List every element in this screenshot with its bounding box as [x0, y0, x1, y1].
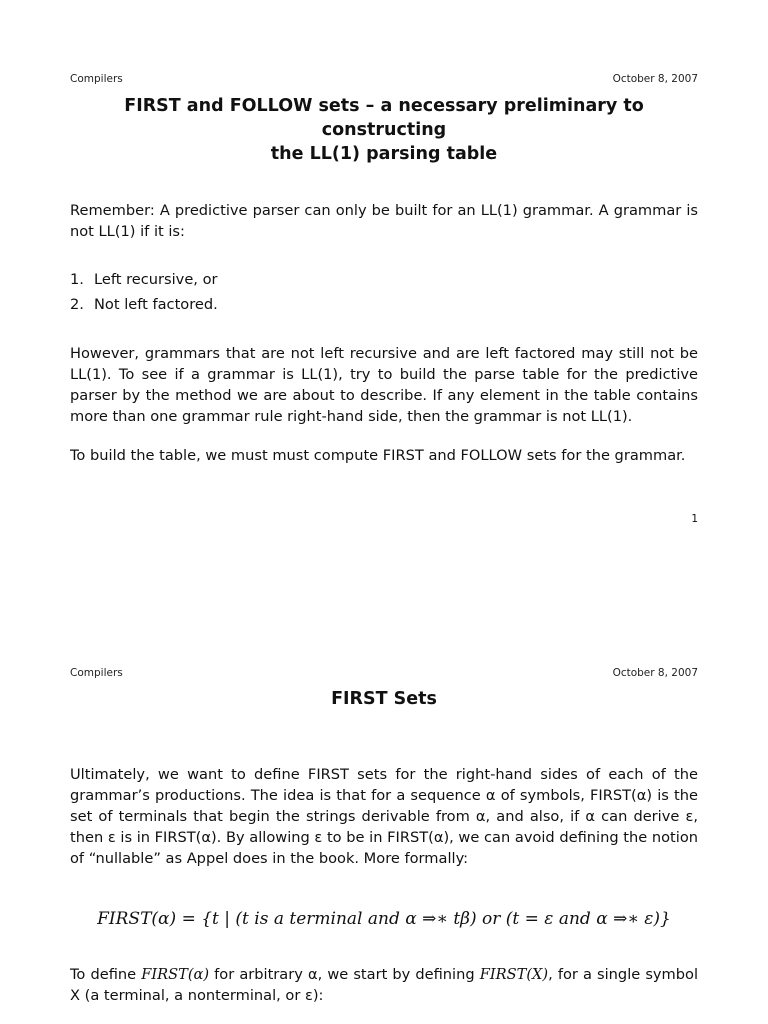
define-text-a: To define [70, 966, 137, 983]
first-x-math: FIRST(X) [479, 966, 549, 983]
slide2-running-header [70, 667, 698, 679]
list-text: Not left factored. [94, 296, 218, 313]
list-text: Left recursive, or [94, 271, 218, 288]
list-item [70, 294, 218, 315]
title-line-2: the LL(1) parsing table [270, 144, 498, 164]
header-date: October 8, 2007 [612, 667, 698, 679]
slide2-title: FIRST Sets [331, 689, 437, 709]
first-sets-paragraph: Ultimately, we want to define FIRST sets for the right-hand sides of each of the grammar’s productions. The idea is that for a sequence α of symbols, FIRST(α) is the set of terminals that begin the strings derivable from α, and also, if α can derive ε, then ε is in FIRST(α). By allowing ε to be in FIRST(α), we can avoid defining the notion of “nullable” as Appel does in the book. More formally: [70, 766, 698, 867]
first-alpha-math: FIRST(α) [141, 966, 210, 983]
intro-paragraph: Remember: A predictive parser can only be built for an LL(1) grammar. A grammar is not LL(1) if it is: [70, 202, 698, 240]
slide1-title [70, 94, 698, 166]
build-paragraph: To build the table, we must must compute FIRST and FOLLOW sets for the grammar. [70, 447, 686, 464]
header-date: October 8, 2007 [612, 73, 698, 85]
course-name: Compilers [70, 73, 123, 85]
however-paragraph: However, grammars that are not left recursive and are left factored may still not be LL(1). To see if a grammar is LL(1), try to build the parse table for the predictive parser by the method we are about to describe. If any element in the table contains more than one grammar rule right-hand side, then the grammar is not LL(1). [70, 345, 698, 425]
list-number: 2. [70, 296, 84, 313]
title-line-1: FIRST and FOLLOW sets – a necessary preliminary to constructing [124, 96, 644, 140]
page-number: 1 [691, 513, 698, 525]
list-number: 1. [70, 271, 84, 288]
slide1-running-header [70, 73, 698, 85]
list-item [70, 269, 218, 290]
course-name: Compilers [70, 667, 123, 679]
define-text-c: for arbitrary α, we start by defining [214, 966, 475, 983]
define-text-e: , for a single symbol X (a terminal, a nonterminal, or ε): [70, 966, 699, 1004]
first-set-formula: FIRST(α) = {t | (t is a terminal and α ⇒∗ tβ) or (t = ε and α ⇒∗ ε)} [97, 909, 671, 929]
define-paragraph [70, 964, 698, 1006]
